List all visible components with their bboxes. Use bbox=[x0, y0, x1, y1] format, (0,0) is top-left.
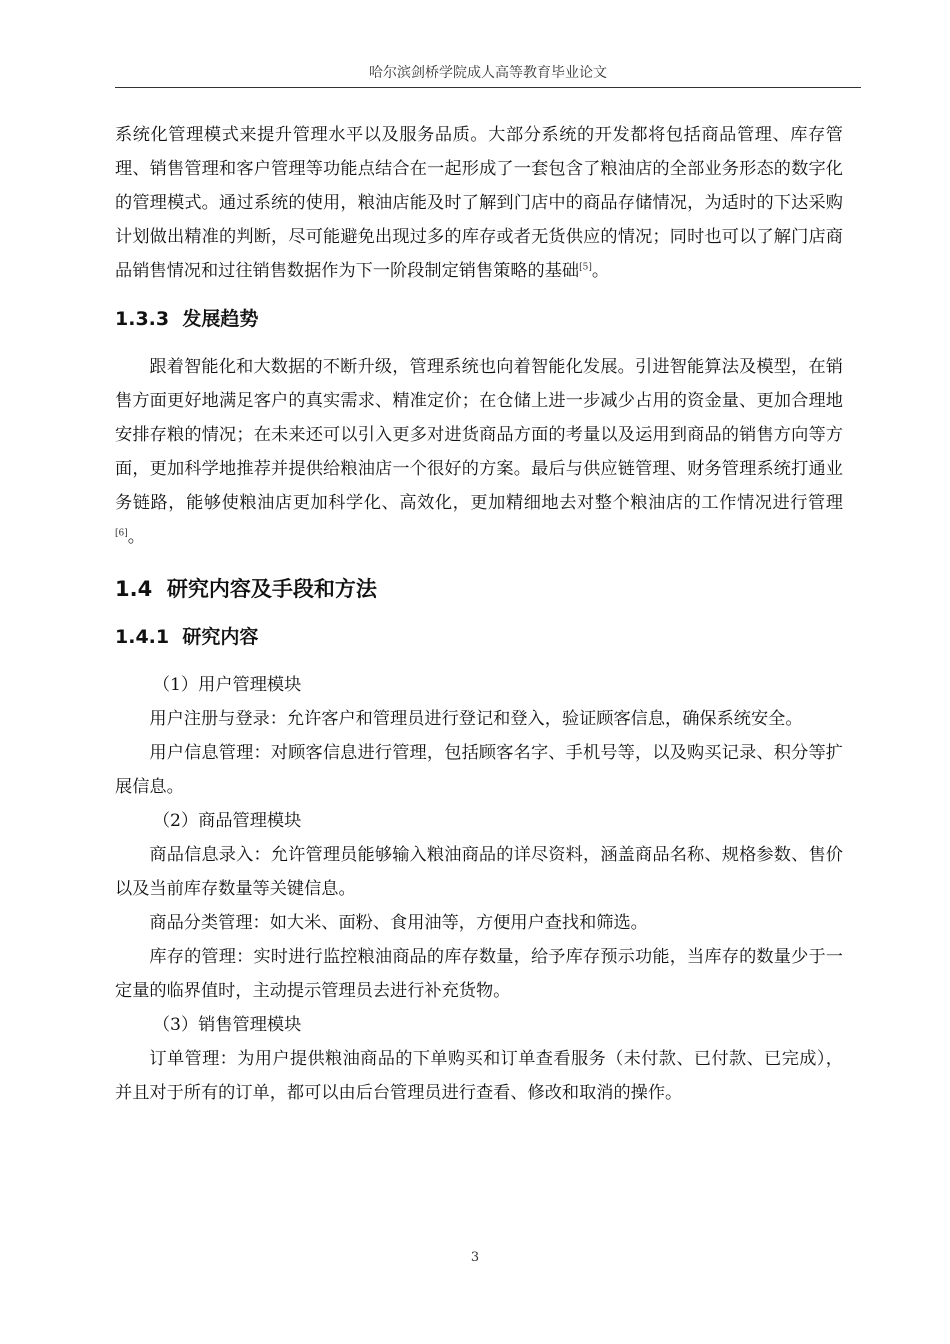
product-entry-paragraph: 商品信息录入：允许管理员能够输入粮油商品的详尽资料，涵盖商品名称、规格参数、售价以及当前库存数量等关键信息。 bbox=[115, 845, 843, 899]
section-number: 1.3.3 bbox=[115, 308, 170, 330]
section-1-4-1-heading bbox=[115, 620, 843, 654]
section-number: 1.4 bbox=[115, 577, 153, 601]
user-register-paragraph: 用户注册与登录：允许客户和管理员进行登记和登入，验证顾客信息，确保系统安全。 bbox=[149, 709, 803, 729]
header-rule bbox=[115, 87, 861, 88]
citation-5[interactable]: [5] bbox=[579, 262, 592, 273]
inventory-paragraph: 库存的管理：实时进行监控粮油商品的库存数量，给予库存预示功能，当库存的数量少于一定量的临界值时，主动提示管理员去进行补充货物。 bbox=[115, 947, 843, 1001]
section-title: 研究内容 bbox=[182, 626, 259, 648]
trend-text: 跟着智能化和大数据的不断升级，管理系统也向着智能化发展。引进智能算法及模型，在销售方面更好地满足客户的真实需求、精准定价；在仓储上进一步减少占用的资金量、更加合理地安排存粮的情况；在未来还可以引入更多对进货商品方面的考量以及运用到商品的销售方向等方面，更加科学地推荐并提供给粮油店一个很好的方案。最后与供应链管理、财务管理系统打通业务链路，能够使粮油店更加科学化、高效化，更加精细地去对整个粮油店的工作情况进行管理 bbox=[115, 357, 843, 513]
trend-paragraph bbox=[115, 350, 843, 554]
intro-end: 。 bbox=[591, 261, 610, 281]
section-1-3-3-heading bbox=[115, 302, 843, 336]
user-info-paragraph: 用户信息管理：对顾客信息进行管理，包括顾客名字、手机号等，以及购买记录、积分等扩展信息。 bbox=[115, 743, 843, 797]
product-module-heading: （2）商品管理模块 bbox=[152, 811, 302, 831]
page-content bbox=[115, 118, 843, 1110]
order-paragraph: 订单管理：为用户提供粮油商品的下单购买和订单查看服务（未付款、已付款、已完成），并且对于所有的订单，都可以由后台管理员进行查看、修改和取消的操作。 bbox=[115, 1049, 843, 1103]
page-header: 哈尔滨剑桥学院成人高等教育毕业论文 bbox=[369, 65, 607, 81]
trend-end: 。 bbox=[127, 527, 145, 547]
citation-6[interactable]: [6] bbox=[115, 528, 128, 539]
intro-text: 系统化管理模式来提升管理水平以及服务品质。大部分系统的开发都将包括商品管理、库存管理、销售管理和客户管理等功能点结合在一起形成了一套包含了粮油店的全部业务形态的数字化的管理模式。通过系统的使用，粮油店能及时了解到门店中的商品存储情况，为适时的下达采购计划做出精准的判断，尽可能避免出现过多的库存或者无货供应的情况；同时也可以了解门店商品销售情况和过往销售数据作为下一阶段制定销售策略的基础 bbox=[115, 125, 843, 281]
intro-paragraph bbox=[115, 118, 843, 288]
page-number: 3 bbox=[470, 1250, 480, 1265]
section-title: 发展趋势 bbox=[182, 308, 259, 330]
product-category-paragraph: 商品分类管理：如大米、面粉、食用油等，方便用户查找和筛选。 bbox=[149, 913, 648, 933]
section-number: 1.4.1 bbox=[115, 626, 170, 648]
section-title: 研究内容及手段和方法 bbox=[166, 577, 377, 601]
user-module-heading: （1）用户管理模块 bbox=[152, 675, 302, 695]
sales-module-heading: （3）销售管理模块 bbox=[152, 1015, 302, 1035]
section-1-4-heading bbox=[115, 572, 843, 606]
